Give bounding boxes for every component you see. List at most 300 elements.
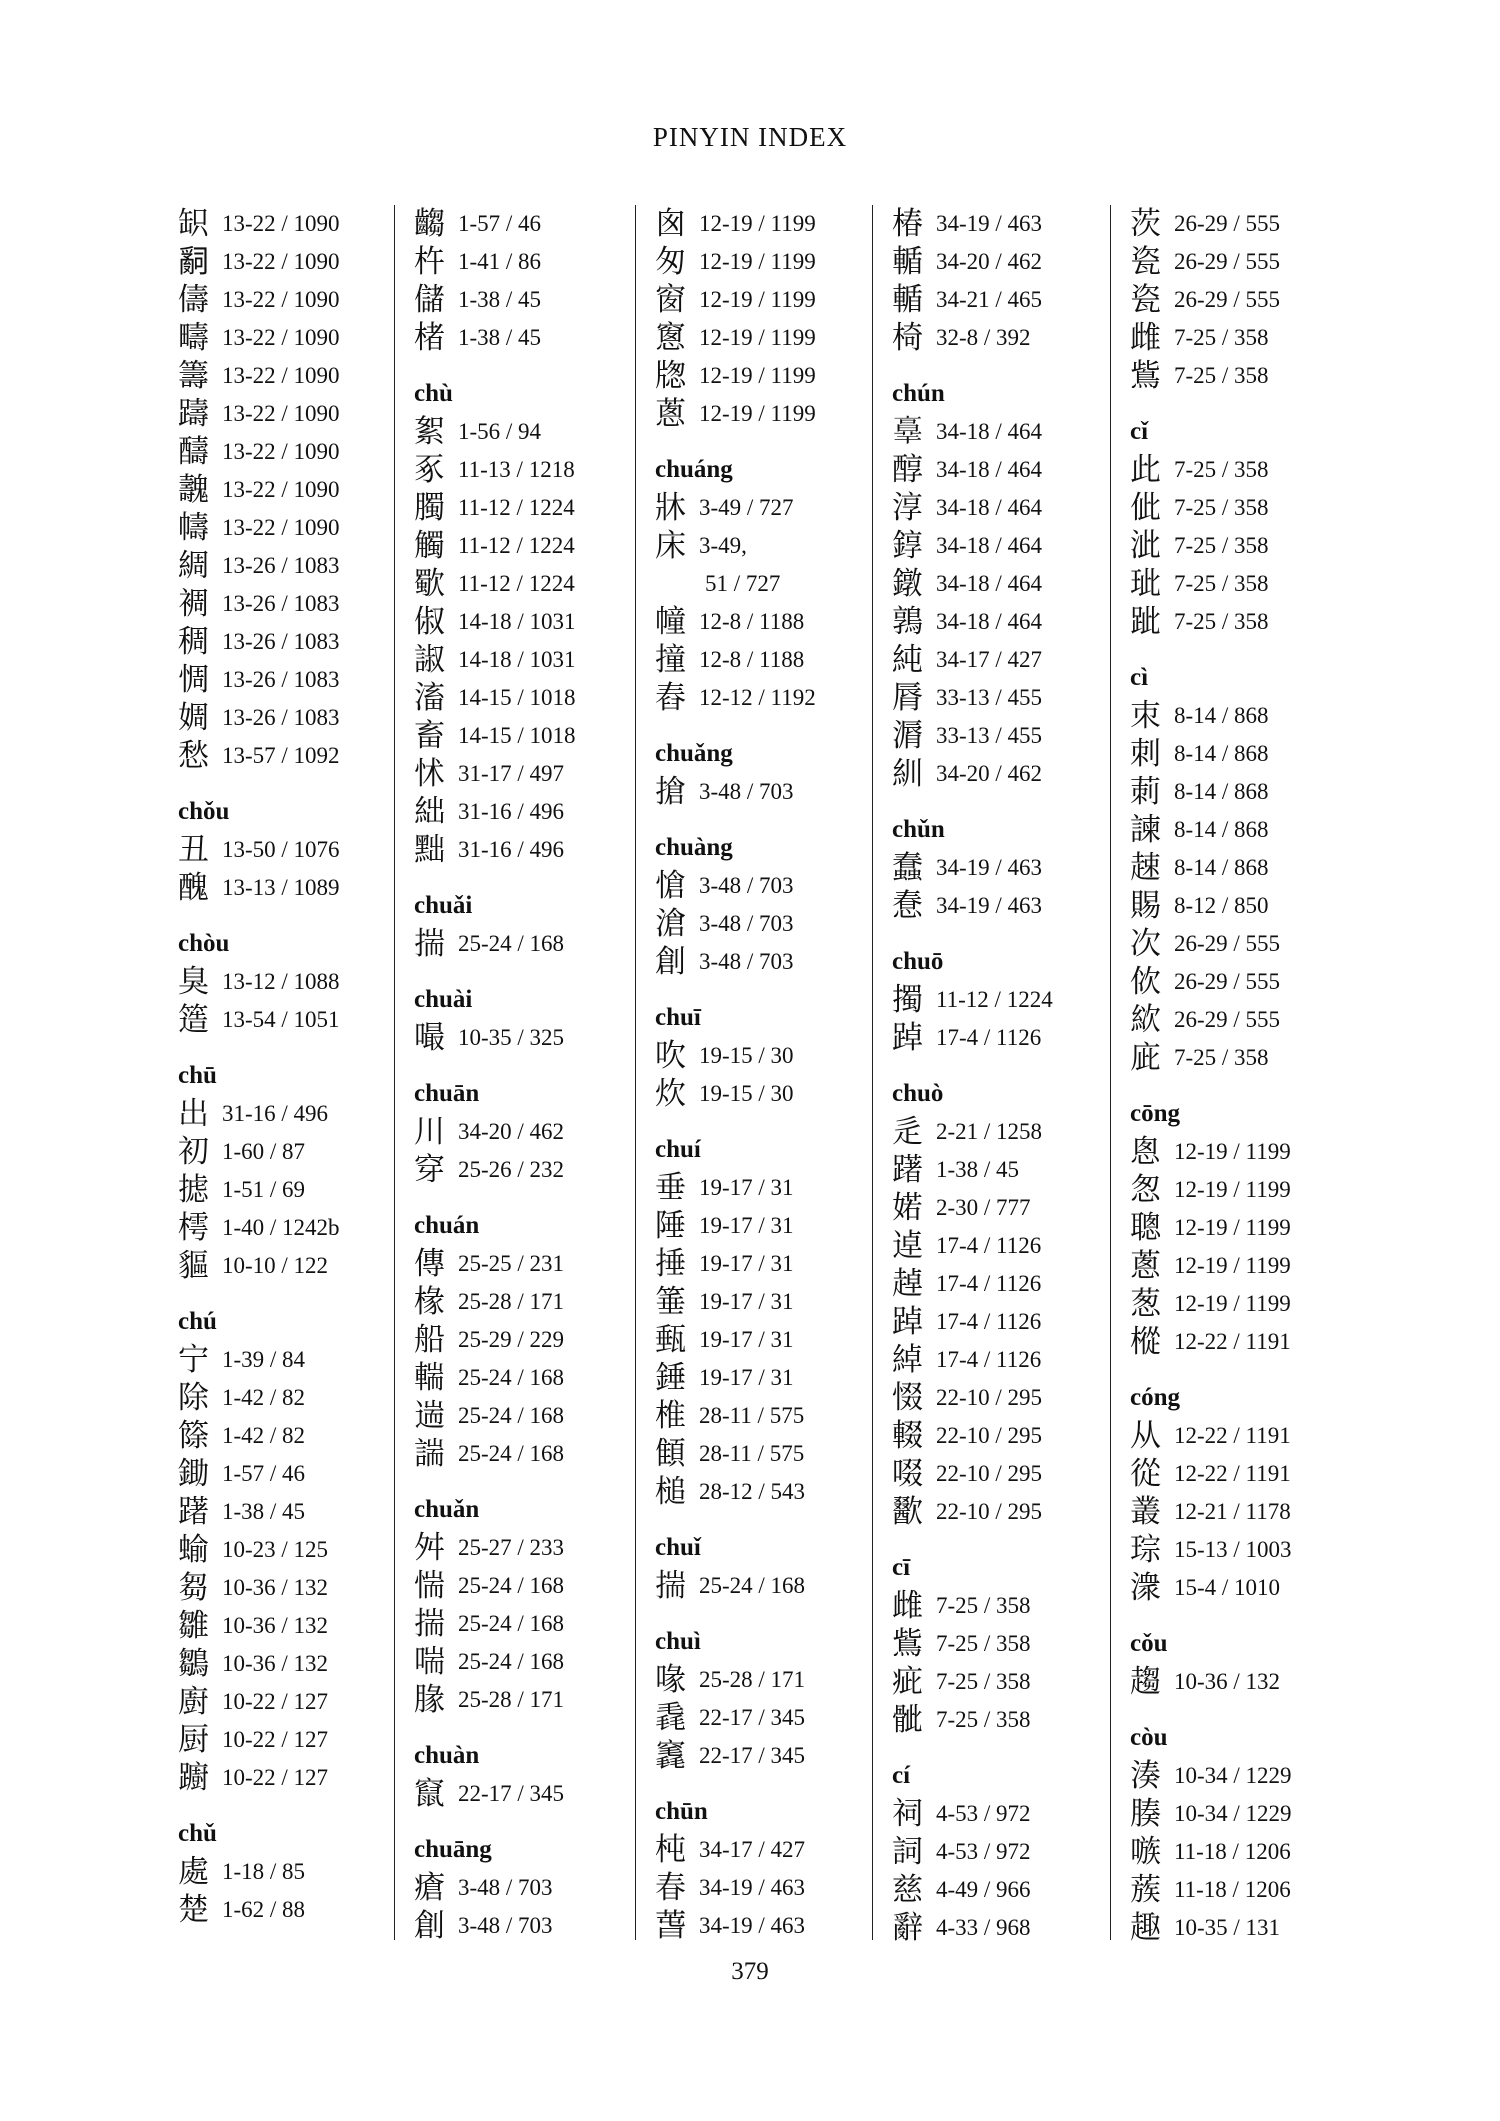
index-entry	[1130, 565, 1292, 603]
entry-reference: 12-8 / 1188	[699, 609, 805, 634]
entry-reference: 13-22 / 1090	[222, 401, 340, 426]
entry-reference: 7-25 / 358	[936, 1631, 1031, 1656]
index-entry	[655, 1207, 816, 1245]
entry-character: 腠	[1130, 1796, 1161, 1832]
index-entry	[178, 395, 340, 433]
pinyin-heading: chuò	[892, 1080, 944, 1107]
entry-character: 吹	[655, 1038, 686, 1074]
entry-reference: 7-25 / 358	[1174, 1045, 1269, 1070]
index-entry	[1130, 1569, 1292, 1607]
index-entry	[892, 1019, 1053, 1057]
index-entry	[414, 603, 576, 641]
index-entry	[892, 1909, 1053, 1947]
index-entry	[414, 641, 576, 679]
entry-reference: 13-22 / 1090	[222, 287, 340, 312]
entry-reference: 10-10 / 122	[222, 1253, 329, 1278]
entry-character: 叢	[1130, 1494, 1161, 1530]
pinyin-group	[414, 375, 576, 869]
entry-character: 祠	[892, 1796, 923, 1832]
index-entry	[414, 1643, 576, 1681]
entry-character: 婼	[892, 1190, 923, 1226]
index-entry	[1130, 205, 1292, 243]
entry-character: 簉	[178, 1002, 209, 1038]
index-entry	[655, 1283, 816, 1321]
entry-reference: 25-24 / 168	[458, 1403, 565, 1428]
entry-character: 雌	[1130, 320, 1161, 356]
pinyin-group	[414, 1207, 576, 1473]
pinyin-group	[414, 887, 576, 963]
entry-character: 幢	[655, 604, 686, 640]
index-entry	[178, 585, 340, 623]
entry-reference: 12-19 / 1199	[699, 401, 816, 426]
entry-character: 春	[655, 1870, 686, 1906]
index-entry	[178, 205, 340, 243]
entry-reference: 12-19 / 1199	[1174, 1139, 1291, 1164]
entry-character: 刺	[1130, 736, 1161, 772]
index-entry	[414, 205, 576, 243]
entry-character: 愁	[178, 738, 209, 774]
column-divider	[872, 205, 873, 1940]
entry-character: 椿	[892, 206, 923, 242]
entry-character: 跐	[1130, 604, 1161, 640]
entry-character: 創	[414, 1908, 445, 1944]
pinyin-heading: cóng	[1130, 1384, 1180, 1411]
entry-reference: 19-17 / 31	[699, 1327, 794, 1352]
entry-character: 𤔲	[178, 244, 209, 280]
entry-character: 揣	[414, 926, 445, 962]
pinyin-group	[892, 1075, 1053, 1531]
index-entry	[892, 1303, 1053, 1341]
index-entry	[1130, 1285, 1292, 1323]
index-entry	[892, 849, 1053, 887]
entry-character: 趨	[1130, 1664, 1161, 1700]
entry-character: 鋤	[178, 1456, 209, 1492]
entry-reference: 12-21 / 1178	[1174, 1499, 1291, 1524]
index-entry	[655, 1397, 816, 1435]
entry-character: 顀	[655, 1436, 686, 1472]
entry-character: 蠢	[892, 850, 923, 886]
entry-reference: 34-21 / 465	[936, 287, 1043, 312]
index-entry	[655, 943, 816, 981]
entry-character: 悤	[1130, 1134, 1161, 1170]
pinyin-heading: chuí	[655, 1136, 701, 1163]
entry-character: 杶	[655, 1832, 686, 1868]
entry-character: 喙	[655, 1662, 686, 1698]
entry-reference: 11-18 / 1206	[1174, 1839, 1291, 1864]
entry-reference: 19-15 / 30	[699, 1043, 794, 1068]
entry-reference: 1-42 / 82	[222, 1423, 306, 1448]
entry-character: 惙	[892, 1380, 923, 1416]
index-entry	[892, 565, 1053, 603]
entry-character: 錘	[655, 1360, 686, 1396]
entry-reference: 7-25 / 358	[1174, 495, 1269, 520]
entry-character: 躇	[892, 1152, 923, 1188]
entry-character: 从	[1130, 1418, 1161, 1454]
index-entry	[414, 755, 576, 793]
entry-reference: 25-24 / 168	[458, 931, 565, 956]
index-entry	[892, 1701, 1053, 1739]
index-entry	[892, 887, 1053, 925]
entry-character: 擉	[892, 982, 923, 1018]
entry-reference: 28-12 / 543	[699, 1479, 806, 1504]
entry-character: 籌	[178, 358, 209, 394]
pinyin-heading: cí	[892, 1762, 911, 1789]
entry-character: 黜	[414, 832, 445, 868]
entry-reference: 10-36 / 132	[222, 1651, 329, 1676]
entry-reference: 22-10 / 295	[936, 1385, 1043, 1410]
index-column-1	[178, 205, 340, 1940]
entry-character: 躇	[178, 1494, 209, 1530]
pinyin-heading: chuì	[655, 1628, 701, 1655]
entry-reference: 1-38 / 45	[458, 287, 542, 312]
entry-character: 楚	[178, 1892, 209, 1928]
entry-character: 綽	[892, 1342, 923, 1378]
entry-character: 諯	[414, 1436, 445, 1472]
entry-reference: 25-27 / 233	[458, 1535, 565, 1560]
index-entry	[414, 1907, 576, 1945]
entry-character: 趣	[1130, 1910, 1161, 1946]
index-entry	[1130, 735, 1292, 773]
entry-character: 捶	[655, 1246, 686, 1282]
pinyin-heading: chuǎn	[414, 1496, 480, 1523]
entry-reference: 1-38 / 45	[458, 325, 542, 350]
entry-character: 醜	[178, 870, 209, 906]
index-entry	[178, 1493, 340, 1531]
entry-reference: 26-29 / 555	[1174, 211, 1281, 236]
index-entry	[1130, 1247, 1292, 1285]
index-entry	[414, 243, 576, 281]
entry-reference: 12-22 / 1191	[1174, 1329, 1291, 1354]
index-entry	[892, 1189, 1053, 1227]
index-entry	[178, 1171, 340, 1209]
pinyin-heading: cì	[1130, 664, 1149, 691]
index-entry	[178, 1095, 340, 1133]
entry-reference: 13-22 / 1090	[222, 477, 340, 502]
pinyin-heading: chuài	[414, 986, 473, 1013]
pinyin-heading: chuō	[892, 948, 944, 975]
entry-character: 愴	[655, 868, 686, 904]
entry-character: 湊	[1130, 1758, 1161, 1794]
index-entry	[178, 1853, 340, 1891]
entry-character: 傳	[414, 1246, 445, 1282]
index-entry	[892, 1833, 1053, 1871]
pinyin-group	[655, 1529, 816, 1605]
entry-reference: 12-19 / 1199	[699, 325, 816, 350]
entry-character: 瓷	[1130, 282, 1161, 318]
pinyin-heading: chūn	[655, 1798, 708, 1825]
entry-character: 揣	[414, 1606, 445, 1642]
entry-character: 辵	[892, 1114, 923, 1150]
index-entry	[892, 1663, 1053, 1701]
entry-character: 椎	[655, 1398, 686, 1434]
entry-character: 萅	[655, 1908, 686, 1944]
entry-character: 踔	[892, 1304, 923, 1340]
entry-reference: 26-29 / 555	[1174, 249, 1281, 274]
entry-character: 雛	[178, 1608, 209, 1644]
pinyin-group	[655, 1623, 816, 1775]
pinyin-group	[178, 1815, 340, 1929]
index-entry	[178, 1133, 340, 1171]
index-entry	[414, 527, 576, 565]
index-entry	[178, 433, 340, 471]
pinyin-heading: chù	[414, 380, 453, 407]
index-entry	[892, 1113, 1053, 1151]
index-entry	[178, 1455, 340, 1493]
entry-reference: 4-49 / 966	[936, 1877, 1031, 1902]
entry-reference: 1-42 / 82	[222, 1385, 306, 1410]
index-entry	[655, 1907, 816, 1945]
entry-reference: 1-62 / 88	[222, 1897, 306, 1922]
index-entry	[655, 395, 816, 433]
entry-reference: 19-15 / 30	[699, 1081, 794, 1106]
index-entry	[178, 831, 340, 869]
entry-reference: 22-17 / 345	[699, 1743, 806, 1768]
page-number: 379	[731, 1958, 769, 1985]
entry-character: 䍉	[178, 206, 209, 242]
column-divider	[394, 205, 395, 1940]
index-entry	[892, 755, 1053, 793]
entry-character: 厨	[178, 1722, 209, 1758]
index-entry	[414, 319, 576, 357]
index-entry	[892, 1151, 1053, 1189]
entry-reference: 12-19 / 1199	[1174, 1291, 1291, 1316]
entry-reference: 19-17 / 31	[699, 1289, 794, 1314]
entry-character: 疇	[178, 320, 209, 356]
index-entry	[655, 1359, 816, 1397]
entry-reference: 8-14 / 868	[1174, 703, 1269, 728]
pinyin-group	[414, 981, 576, 1057]
index-entry	[892, 205, 1053, 243]
index-entry	[414, 1775, 576, 1813]
index-entry	[892, 717, 1053, 755]
index-entry	[414, 717, 576, 755]
entry-character: 婤	[178, 700, 209, 736]
entry-character: 輟	[892, 1418, 923, 1454]
entry-character: 處	[178, 1854, 209, 1890]
entry-character: 垂	[655, 1170, 686, 1206]
index-entry	[414, 1397, 576, 1435]
index-entry	[414, 1529, 576, 1567]
pinyin-heading: chuán	[414, 1212, 480, 1239]
entry-reference: 7-25 / 358	[936, 1669, 1031, 1694]
pinyin-heading: chuǎi	[414, 892, 473, 919]
index-entry	[178, 243, 340, 281]
pinyin-heading: chǔ	[178, 1820, 217, 1847]
entry-reference: 19-17 / 31	[699, 1175, 794, 1200]
entry-character: 漘	[892, 718, 923, 754]
index-entry	[892, 1795, 1053, 1833]
pinyin-group	[892, 1549, 1053, 1739]
entry-reference: 12-19 / 1199	[699, 249, 816, 274]
entry-character: 琮	[1130, 1532, 1161, 1568]
entry-character: 佽	[1130, 964, 1161, 1000]
entry-character: 喘	[414, 1644, 445, 1680]
index-entry	[414, 793, 576, 831]
index-entry	[1130, 281, 1292, 319]
entry-character: 詞	[892, 1834, 923, 1870]
entry-reference: 14-18 / 1031	[458, 647, 576, 672]
entry-reference: 13-26 / 1083	[222, 667, 340, 692]
entry-character: 蔥	[655, 396, 686, 432]
entry-reference: 13-12 / 1088	[222, 969, 340, 994]
index-entry	[1130, 1531, 1292, 1569]
entry-reference: 7-25 / 358	[1174, 325, 1269, 350]
entry-character: 醻	[178, 434, 209, 470]
entry-character: 稠	[178, 624, 209, 660]
entry-reference: 51 / 727	[705, 571, 781, 596]
entry-reference: 1-56 / 94	[458, 419, 542, 444]
entry-character: 芻	[178, 1570, 209, 1606]
entry-character: 玼	[1130, 566, 1161, 602]
entry-reference: 12-12 / 1192	[699, 685, 816, 710]
entry-character: 輴	[892, 244, 923, 280]
index-entry	[178, 319, 340, 357]
pinyin-heading: chū	[178, 1062, 217, 1089]
index-entry	[655, 1473, 816, 1511]
entry-character: 𦎧	[892, 414, 923, 450]
entry-reference: 1-18 / 85	[222, 1859, 306, 1884]
index-entry	[178, 1341, 340, 1379]
index-entry	[892, 489, 1053, 527]
index-entry	[655, 1661, 816, 1699]
pinyin-group	[892, 1757, 1053, 1947]
entry-character: 趚	[1130, 850, 1161, 886]
index-entry	[1130, 1909, 1292, 1947]
entry-character: 丑	[178, 832, 209, 868]
entry-reference: 1-60 / 87	[222, 1139, 306, 1164]
entry-character: 脣	[892, 680, 923, 716]
pinyin-group	[414, 205, 576, 357]
entry-reference: 3-49,	[699, 533, 747, 558]
entry-character: 泚	[1130, 528, 1161, 564]
entry-character: 椅	[892, 320, 923, 356]
entry-character: 竁	[655, 1738, 686, 1774]
entry-reference: 25-25 / 231	[458, 1251, 565, 1276]
entry-reference: 15-4 / 1010	[1174, 1575, 1281, 1600]
index-entry	[1130, 1795, 1292, 1833]
entry-reference: 13-22 / 1090	[222, 325, 340, 350]
entry-character: 幬	[178, 510, 209, 546]
entry-reference: 7-25 / 358	[936, 1593, 1031, 1618]
entry-reference: 11-12 / 1224	[936, 987, 1053, 1012]
entry-reference: 26-29 / 555	[1174, 931, 1281, 956]
entry-character: 樗	[178, 1210, 209, 1246]
entry-character: 鴜	[1130, 358, 1161, 394]
entry-character: 次	[1130, 926, 1161, 962]
pinyin-group	[1130, 659, 1292, 1077]
pinyin-heading: chǔn	[892, 816, 945, 843]
pinyin-heading: chú	[178, 1308, 217, 1335]
index-entry	[414, 1151, 576, 1189]
pinyin-group	[414, 1075, 576, 1189]
index-entry	[1130, 489, 1292, 527]
index-entry	[414, 413, 576, 451]
entry-character: 茨	[1130, 206, 1161, 242]
entry-reference: 32-8 / 392	[936, 325, 1031, 350]
entry-character: 川	[414, 1114, 445, 1150]
entry-reference: 12-19 / 1199	[699, 363, 816, 388]
entry-reference: 34-19 / 463	[936, 855, 1043, 880]
pinyin-heading: chuāng	[414, 1836, 492, 1863]
entry-character: 畜	[414, 718, 445, 754]
entry-reference: 12-22 / 1191	[1174, 1461, 1291, 1486]
index-columns	[178, 205, 1328, 1946]
index-entry	[655, 565, 816, 603]
entry-character: 逴	[892, 1228, 923, 1264]
index-entry	[655, 1169, 816, 1207]
entry-reference: 26-29 / 555	[1174, 1007, 1281, 1032]
entry-reference: 13-54 / 1051	[222, 1007, 340, 1032]
entry-reference: 1-38 / 45	[936, 1157, 1020, 1182]
index-entry	[1130, 1493, 1292, 1531]
entry-reference: 11-12 / 1224	[458, 571, 575, 596]
entry-character: 瘡	[414, 1870, 445, 1906]
entry-reference: 12-8 / 1188	[699, 647, 805, 672]
entry-reference: 34-19 / 463	[699, 1875, 806, 1900]
index-entry	[892, 1227, 1053, 1265]
entry-character: 甀	[655, 1322, 686, 1358]
entry-character: 竄	[414, 1776, 445, 1812]
pinyin-heading: chuàn	[414, 1742, 480, 1769]
entry-reference: 12-22 / 1191	[1174, 1423, 1291, 1448]
index-entry	[414, 1359, 576, 1397]
entry-character: 儲	[414, 282, 445, 318]
entry-character: 從	[1130, 1456, 1161, 1492]
entry-character: 瓷	[1130, 244, 1161, 280]
entry-reference: 13-26 / 1083	[222, 591, 340, 616]
index-entry	[892, 641, 1053, 679]
pinyin-group	[1130, 205, 1292, 395]
pinyin-group	[414, 1831, 576, 1945]
entry-character: 豖	[414, 452, 445, 488]
entry-character: 此	[1130, 452, 1161, 488]
entry-reference: 31-16 / 496	[222, 1101, 329, 1126]
index-entry	[178, 1569, 340, 1607]
entry-character: 鴜	[892, 1626, 923, 1662]
index-entry	[1130, 1001, 1292, 1039]
pinyin-group	[1130, 1719, 1292, 1947]
index-entry	[1130, 887, 1292, 925]
index-entry	[892, 981, 1053, 1019]
entry-reference: 25-29 / 229	[458, 1327, 565, 1352]
index-entry	[178, 357, 340, 395]
index-entry	[414, 1113, 576, 1151]
entry-reference: 8-12 / 850	[1174, 893, 1269, 918]
pinyin-heading: chuǎng	[655, 740, 733, 767]
index-entry	[178, 1531, 340, 1569]
index-entry	[414, 925, 576, 963]
index-entry	[1130, 1039, 1292, 1077]
entry-reference: 17-4 / 1126	[936, 1233, 1042, 1258]
index-entry	[892, 281, 1053, 319]
index-entry	[892, 413, 1053, 451]
entry-reference: 34-17 / 427	[699, 1837, 806, 1862]
index-column-4	[892, 205, 1053, 1946]
entry-reference: 13-26 / 1083	[222, 553, 340, 578]
entry-reference: 33-13 / 455	[936, 685, 1043, 710]
index-entry	[655, 489, 816, 527]
entry-reference: 1-38 / 45	[222, 1499, 306, 1524]
index-entry	[655, 867, 816, 905]
index-entry	[1130, 1663, 1292, 1701]
entry-character: 椽	[414, 1284, 445, 1320]
entry-reference: 22-17 / 345	[699, 1705, 806, 1730]
entry-character: 貙	[178, 1248, 209, 1284]
entry-reference: 34-20 / 462	[458, 1119, 565, 1144]
entry-reference: 2-30 / 777	[936, 1195, 1031, 1220]
entry-reference: 7-25 / 358	[1174, 571, 1269, 596]
entry-reference: 31-16 / 496	[458, 799, 565, 824]
